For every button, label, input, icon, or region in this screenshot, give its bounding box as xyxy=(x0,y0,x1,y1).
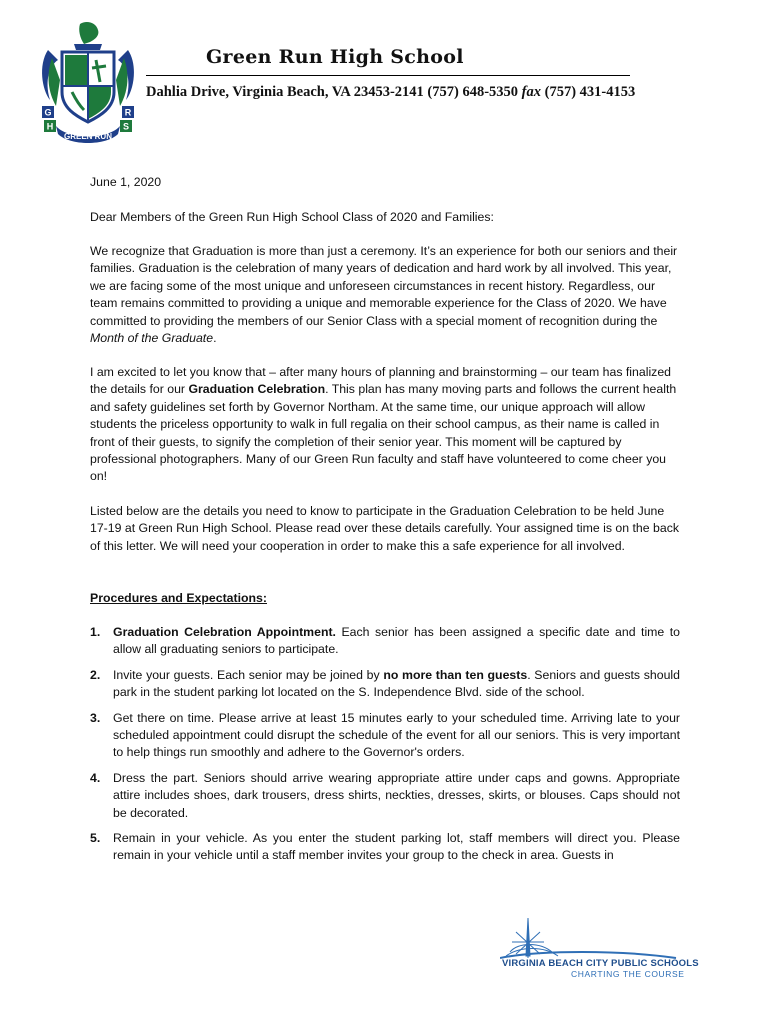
list-item xyxy=(90,624,680,659)
vbcps-title: VIRGINIA BEACH CITY PUBLIC SCHOOLS xyxy=(502,958,699,969)
item-pre: Invite your guests. Each senior may be joined by xyxy=(113,667,384,682)
p2-start: I am excited to let you know that – after many hours of planning and brainstorming – our team has finalized the details for our xyxy=(90,365,672,397)
letter-salutation: Dear Members of the Green Run High School Class of 2020 and Families: xyxy=(90,210,494,224)
list-item xyxy=(90,770,680,822)
crest-letter-r: R xyxy=(124,107,132,118)
item-text: Remain in your vehicle. As you enter the student parking lot, staff members will direct you. Please remain in your vehicle until a staff member invites your group to the check in area. Guests in xyxy=(113,831,680,863)
p2-bold: Graduation Celebration xyxy=(188,382,326,397)
crest-letter-h: H xyxy=(46,121,54,132)
fax-number: (757) 431-4153 xyxy=(544,84,636,100)
item-number: 1. xyxy=(90,625,101,639)
procedures-list xyxy=(90,624,680,873)
item-number: 3. xyxy=(90,710,101,725)
item-text: . Seniors and guests should park in the student parking lot located on the S. Independence Blvd. side of the school. xyxy=(113,667,681,700)
p1-text: We recognize that Graduation is more than just a ceremony. It’s an experience for both our seniors and their families. Graduation is the celebration of many years of dedication and hard work by all involved. This year, we are facing some of the most unique and unforeseen circumstances in recent history. Regardless, our team remains committed to providing a unique and memorable experience for the Class of 2020. We have committed to providing the members of our Senior Class with a special moment of recognition during the xyxy=(90,244,678,328)
header-divider xyxy=(146,75,630,76)
list-item xyxy=(90,830,680,865)
school-address xyxy=(146,84,635,101)
item-text: Dress the part. Seniors should arrive wearing appropriate attire under caps and gowns. Appropriate attire includes shoes, dark trousers, dress shirts, neckties, dresses, skirts, or blouses. Caps should not be decorated. xyxy=(113,770,680,820)
procedures-heading: Procedures and Expectations: xyxy=(90,591,267,605)
list-item xyxy=(90,667,680,702)
list-item xyxy=(90,710,680,762)
paragraph-intro xyxy=(90,243,680,347)
paragraph-celebration xyxy=(90,364,680,486)
vbcps-subtitle: CHARTING THE COURSE xyxy=(571,969,685,979)
crest-letter-s: S xyxy=(122,121,130,132)
item-text: Get there on time. Please arrive at least 15 minutes early to your scheduled time. Arriving late to your scheduled appointment could disrupt the schedule of the event for all our seniors. This is very important to help things run smoothly and adhere to the Governor's orders. xyxy=(113,710,680,760)
letter-date: June 1, 2020 xyxy=(90,175,162,189)
p2-end: . This plan has many moving parts and follows the current health and safety guidelines set forth by Governor Northam. At the same time, our unique approach will allow students the priceless opportunity to walk in full regalia on their school campus, as their name is called in front of their guests, to signify the completion of their senior year. This moment will be captured by professional photographers. Many of our Green Run faculty and staff have volunteered to come cheer you on! xyxy=(90,382,677,484)
crest-banner-text: GREEN RUN xyxy=(63,132,113,141)
item-text: Each senior has been assigned a specific date and time to allow all graduating seniors to participate. xyxy=(113,625,680,657)
item-number: 4. xyxy=(90,770,101,785)
school-name-title: Green Run High School xyxy=(206,46,464,68)
crest-letter-g: G xyxy=(44,107,52,118)
p1-italic: Month of the Graduate xyxy=(90,331,214,346)
paragraph-details: Listed below are the details you need to know to participate in the Graduation Celebration to be held June 17-19 at Green Run High School. Please read over these details carefully. Your assigned time is on the back of this letter. We will need your cooperation in order to make this a safe experience for all involved. xyxy=(90,504,680,553)
school-crest-logo xyxy=(38,20,138,146)
item-number: 5. xyxy=(90,831,101,846)
item-number: 2. xyxy=(90,667,101,682)
fax-label: fax xyxy=(521,84,541,100)
item-bold-lead: Graduation Celebration Appointment. xyxy=(113,625,336,639)
p1-end: . xyxy=(213,331,217,346)
item-bold-mid: no more than ten guests xyxy=(383,667,528,682)
address-main: Dahlia Drive, Virginia Beach, VA 23453-2141 (757) 648-5350 xyxy=(146,84,519,100)
